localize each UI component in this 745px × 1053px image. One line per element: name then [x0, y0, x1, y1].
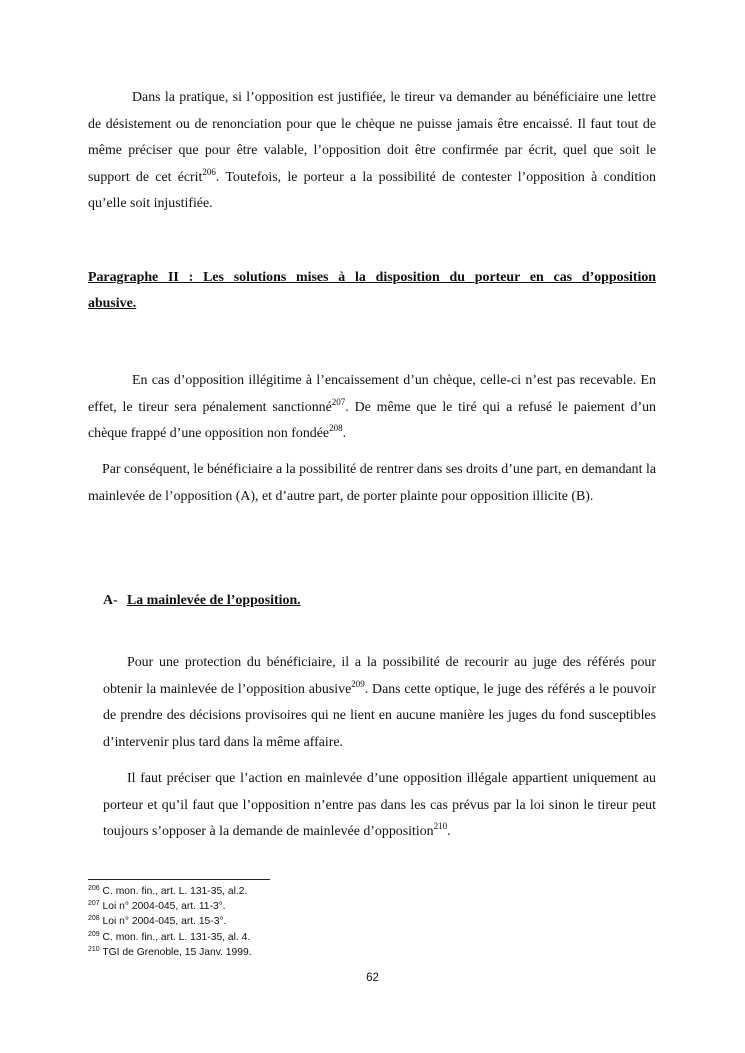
- footnote-separator: [88, 879, 270, 880]
- paragraph-text: En cas d’opposition illégitime à l’encaissement d’un chèque, celle-ci n’est pas recevable. En effet, le tireur sera pénalement sanctionné: [88, 373, 656, 415]
- footnote-reference-206[interactable]: 206: [202, 166, 216, 177]
- section-heading-line-1: Paragraphe II : Les solutions mises à la disposition du porteur en cas d’opposition: [88, 270, 656, 285]
- footnote-reference-210[interactable]: 210: [433, 821, 448, 832]
- footnote-text: TGI de Grenoble, 15 Janv. 1999.: [99, 946, 252, 958]
- footnote-number: 207: [88, 900, 100, 908]
- footnote-number: 206: [88, 885, 100, 892]
- paragraph-juge-des-referes: [103, 650, 656, 756]
- footnote-number: 208: [88, 915, 100, 923]
- footnote-item: [88, 884, 252, 899]
- paragraph-text: . Dans cette optique, le juge des référés a le pouvoir de prendre des décisions provisoires qui ne lient en aucune manière les juges du fond susceptibles d’intervenir plus tard dans la même affaire.: [103, 681, 656, 750]
- paragraph-text: Dans la pratique, si l’opposition est justifiée, le tireur va demander au bénéficiaire une lettre de désistement ou de renonciation pour que le chèque ne puisse jamais être encaissé. Il faut tout de même préciser que pour être valable, l’opposition doit être confirmée par écrit, quel que soit le support de cet écrit: [88, 90, 656, 185]
- paragraph-beneficiary-rights: Par conséquent, le bénéficiaire a la possibilité de rentrer dans ses droits d’une part, en demandant la mainlevée de l’opposition (A), et d’autre part, de porter plainte pour opposition illicite (B).: [88, 462, 656, 504]
- paragraph-text: Il faut préciser que l’action en mainlevée d’une opposition illégale appartient uniquement au porteur et qu’il faut que l’opposition n’entre pas dans les cas prévus par la loi sinon le tireur peut toujours s’opposer à la demande de mainlevée d’opposition: [103, 771, 656, 840]
- footnote-number: 209: [88, 930, 100, 938]
- paragraph-opposition-justified: [88, 85, 656, 218]
- footnote-list: [88, 884, 252, 960]
- section-heading: [88, 265, 656, 317]
- footnote-text: C. mon. fin., art. L. 131-35, al.2.: [99, 886, 248, 897]
- paragraph-text: .: [447, 824, 451, 840]
- paragraph-text: . Toutefois, le porteur a la possibilité de contester l’opposition à condition qu’elle soit injustifiée.: [88, 169, 656, 212]
- footnote-number: 210: [88, 945, 100, 953]
- footnote-text: Loi n° 2004-045, art. 15-3°.: [99, 916, 227, 928]
- paragraph-text: Pour une protection du bénéficiaire, il a la possibilité de recourir au juge des référés pour obtenir la mainlevée de l’opposition abusive: [103, 655, 656, 697]
- footnote-reference-209[interactable]: 209: [351, 678, 365, 689]
- paragraph-illegitimate-opposition: [88, 368, 656, 448]
- footnote-item: [88, 930, 252, 945]
- footnote-reference-207[interactable]: 207: [331, 396, 346, 407]
- paragraph-text: .: [342, 426, 347, 442]
- footnote-reference-208[interactable]: 208: [329, 423, 343, 434]
- footnote-text: Loi n° 2004-045, art. 11-3°.: [99, 901, 226, 913]
- paragraph-text: . De même que le tiré qui a refusé le paiement d’un chèque frappé d’une opposition non fondée: [88, 399, 656, 442]
- paragraph-mainlevee-action: [103, 766, 656, 846]
- footnote-text: C. mon. fin., art. L. 131-35, al. 4.: [99, 931, 251, 943]
- page-number: 62: [366, 972, 379, 984]
- subsection-title: La mainlevée de l’opposition.: [127, 593, 301, 608]
- subsection-heading: [103, 591, 301, 611]
- footnote-item: [88, 899, 252, 914]
- section-heading-line-2: abusive.: [88, 296, 137, 311]
- footnote-item: [88, 945, 252, 960]
- subsection-letter: A-: [103, 593, 118, 608]
- footnote-item: [88, 914, 252, 929]
